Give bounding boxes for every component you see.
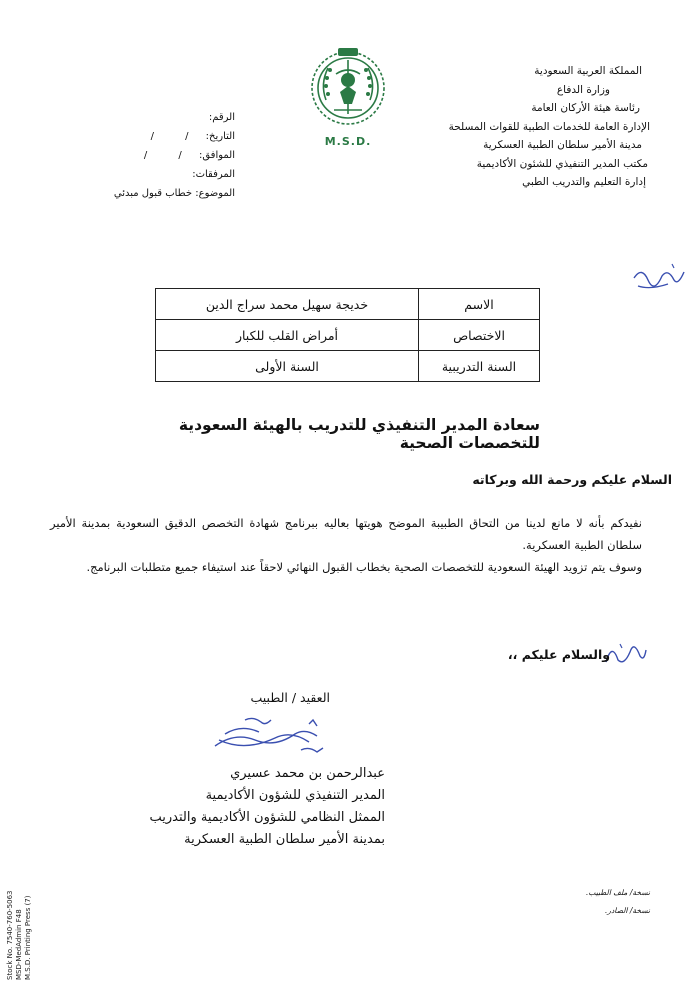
letterhead-line: وزارة الدفاع xyxy=(556,83,610,96)
ref-number-label: الرقم: xyxy=(208,112,235,123)
signatory-title: بمدينة الأمير سلطان الطبية العسكرية xyxy=(184,832,385,847)
ref-number xyxy=(95,108,235,127)
letterhead-line: المملكة العربية السعودية xyxy=(534,65,642,77)
ref-subject-value: خطاب قبول مبدئي xyxy=(113,188,193,199)
handwritten-annotation-icon xyxy=(628,258,688,294)
table-cell-label: الاسم xyxy=(419,289,540,320)
greeting: السلام عليكم ورحمة الله وبركاته xyxy=(472,472,672,487)
signatory-title: المدير التنفيذي للشؤون الأكاديمية xyxy=(205,788,385,803)
signatory-block xyxy=(145,763,385,851)
logo-caption: M.S.D. xyxy=(324,135,372,148)
body-paragraph: نفيدكم بأنه لا مانع لدينا من التحاق الطبيبة الموضح هويتها بعاليه ببرنامج شهادة التخصص الدقيق السعودية بمدينة الأمير سلطان الطبية العسكرية. xyxy=(50,516,642,552)
letterhead-line: مكتب المدير التنفيذي للشئون الأكاديمية xyxy=(476,157,648,170)
signatory-title: الممثل النظامي للشؤون الأكاديمية والتدريب xyxy=(149,810,385,825)
letterhead xyxy=(410,62,650,192)
ref-date-label: التاريخ: xyxy=(205,131,235,142)
body-paragraph: وسوف يتم تزويد الهيئة السعودية للتخصصات الصحية بخطاب القبول النهائي لاحقاً عند استيفاء جميع متطلبات البرنامج. xyxy=(86,560,642,574)
letterhead-line: رئاسة هيئة الأركان العامة xyxy=(531,102,640,114)
copies-list xyxy=(560,884,650,920)
table-row xyxy=(156,289,540,320)
table-cell-label: الاختصاص xyxy=(419,320,540,351)
ref-date-value: / / xyxy=(150,131,203,142)
table-row xyxy=(156,320,540,351)
ref-corresponding-label: الموافق: xyxy=(198,150,235,161)
signatory-rank: العقيد / الطبيب xyxy=(250,690,330,705)
table-row xyxy=(156,351,540,382)
ref-subject-label: الموضوع: xyxy=(195,188,235,199)
ref-corresponding-value: / / xyxy=(143,150,196,161)
stock-line: Stock No. 7540-760-5063 xyxy=(6,890,14,980)
table-cell-value: السنة الأولى xyxy=(156,351,419,382)
reference-block xyxy=(95,108,235,203)
table-cell-value: أمراض القلب للكبار xyxy=(156,320,419,351)
ref-attachments-label: المرفقات: xyxy=(192,169,235,180)
table-cell-label: السنة التدريبية xyxy=(419,351,540,382)
handwritten-signature-icon xyxy=(205,712,340,760)
recipient-heading: سعادة المدير التنفيذي للتدريب بالهيئة السعودية للتخصصات الصحية xyxy=(178,416,540,452)
letter-body xyxy=(50,512,642,578)
letterhead-line: مدينة الأمير سلطان الطبية العسكرية xyxy=(483,139,642,151)
stock-line: MSD-MedAdmin F48 xyxy=(15,909,23,980)
stock-line: M.S.D. Printing Press (7) xyxy=(24,895,32,980)
copy-line: نسخة/ الصادر. xyxy=(604,906,650,915)
ref-subject xyxy=(95,184,235,203)
ref-date xyxy=(95,127,235,146)
signatory-name: عبدالرحمن بن محمد عسيري xyxy=(230,766,385,781)
ref-corresponding xyxy=(95,146,235,165)
trainee-info-table xyxy=(155,288,540,382)
closing: والسلام عليكم ،، xyxy=(507,647,610,662)
letterhead-line: إدارة التعليم والتدريب الطبي xyxy=(522,176,646,188)
letterhead-line: الإدارة العامة للخدمات الطبية للقوات المسلحة xyxy=(448,120,650,133)
copy-line: نسخة/ ملف الطبيب. xyxy=(586,888,650,897)
stock-info xyxy=(6,870,33,980)
table-cell-value: خديجة سهيل محمد سراج الدين xyxy=(156,289,419,320)
ref-attachments xyxy=(95,165,235,184)
